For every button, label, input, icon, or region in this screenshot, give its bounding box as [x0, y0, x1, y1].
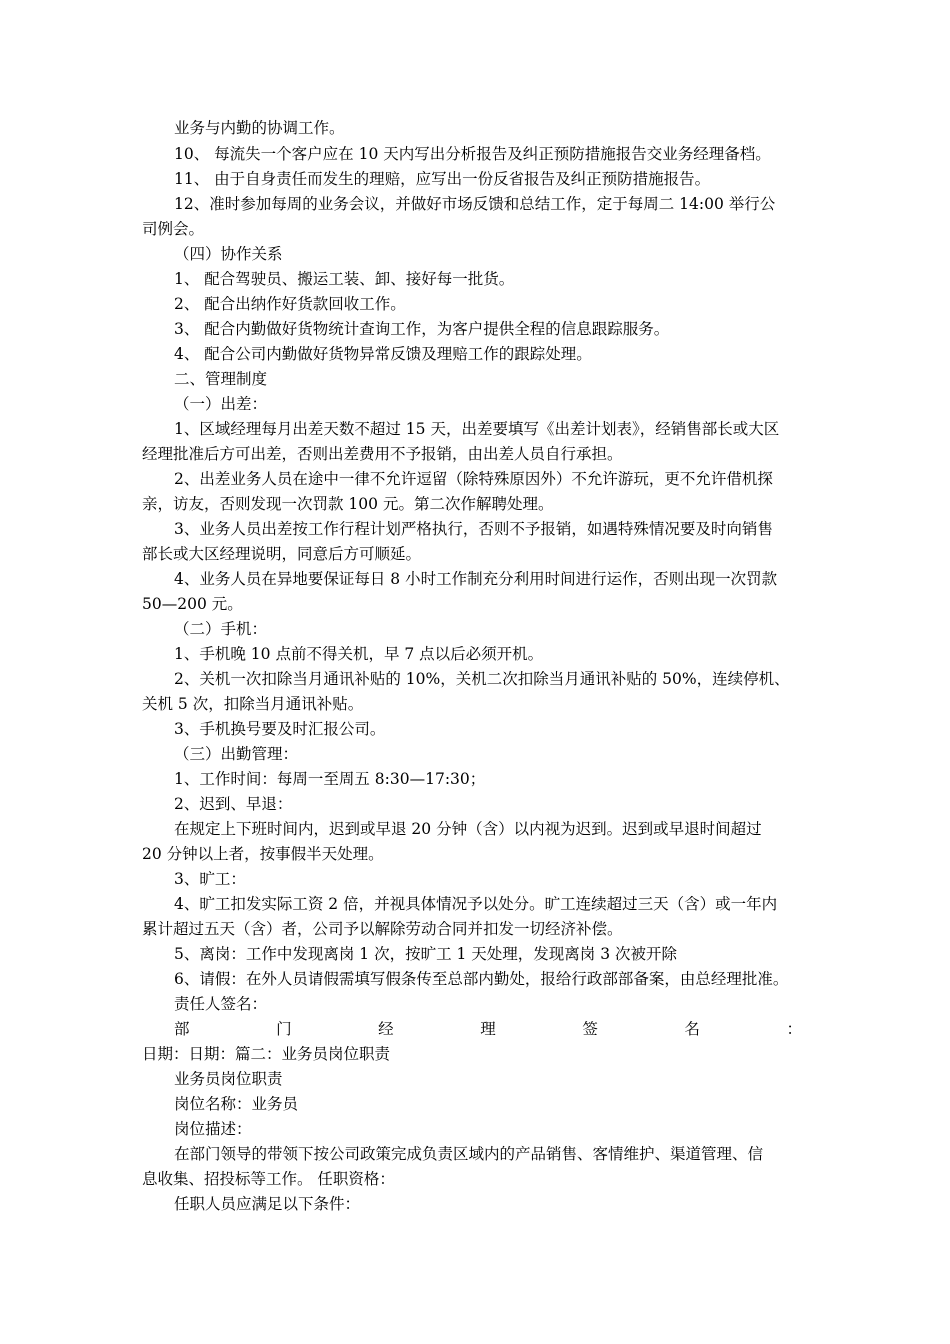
- text-line: 关机 5 次，扣除当月通讯补贴。: [142, 695, 364, 713]
- signature-char: 经: [378, 1020, 394, 1038]
- signature-char: ：: [786, 1020, 802, 1038]
- text-line: 1、 配合驾驶员、搬运工装、卸、接好每一批货。: [174, 270, 515, 288]
- text-line: 日期：日期：篇二：业务员岗位职责: [142, 1045, 391, 1063]
- text-line: 5、离岗：工作中发现离岗 1 次，按旷工 1 天处理，发现离岗 3 次被开除: [174, 945, 678, 963]
- text-line: 经理批准后方可出差，否则出差费用不予报销，由出差人员自行承担。: [142, 445, 623, 463]
- text-line: 息收集、招投标等工作。 任职资格：: [142, 1170, 395, 1188]
- text-line: 部长或大区经理说明，同意后方可顺延。: [142, 545, 422, 563]
- text-line: 任职人员应满足以下条件：: [174, 1195, 361, 1213]
- text-line: 2、关机一次扣除当月通讯补贴的 10%，关机二次扣除当月通讯补贴的 50%，连续停机、: [174, 670, 790, 688]
- text-line: 岗位描述：: [174, 1120, 252, 1138]
- text-line: 10、 每流失一个客户应在 10 天内写出分析报告及纠正预防措施报告交业务经理备档。: [174, 145, 771, 163]
- text-line: 3、手机换号要及时汇报公司。: [174, 720, 386, 738]
- text-line: 50—200 元。: [142, 595, 243, 613]
- text-line: 4、业务人员在异地要保证每日 8 小时工作制充分利用时间进行运作，否则出现一次罚款: [174, 570, 778, 588]
- text-line: 1、工作时间：每周一至周五 8:30—17:30；: [174, 770, 486, 788]
- text-line: 2、出差业务人员在途中一律不允许逗留（除特殊原因外）不允许游玩，更不允许借机探: [174, 470, 773, 488]
- text-line: 2、 配合出纳作好货款回收工作。: [174, 295, 406, 313]
- signature-char: 门: [276, 1020, 292, 1038]
- text-line: 11、 由于自身责任而发生的理赔，应写出一份反省报告及纠正预防措施报告。: [174, 170, 711, 188]
- text-line: 20 分钟以上者，按事假半天处理。: [142, 845, 384, 863]
- text-line: 亲，访友，否则发现一次罚款 100 元。第二次作解聘处理。: [142, 495, 554, 513]
- section-heading: （三）出勤管理：: [174, 745, 299, 763]
- section-heading: （二）手机：: [174, 620, 268, 638]
- signature-char: 理: [480, 1020, 496, 1038]
- text-line: 3、旷工：: [174, 870, 246, 888]
- text-line: 4、旷工扣发实际工资 2 倍，并视具体情况予以处分。旷工连续超过三天（含）或一年内: [174, 895, 778, 913]
- text-line: 1、区域经理每月出差天数不超过 15 天，出差要填写《出差计划表》，经销售部长或大区: [174, 420, 780, 438]
- signature-label: 责任人签名：: [174, 995, 268, 1013]
- text-line: 1、手机晚 10 点前不得关机，早 7 点以后必须开机。: [174, 645, 544, 663]
- signature-char: 签: [582, 1020, 598, 1038]
- signature-char: 部: [174, 1020, 190, 1038]
- text-line: 岗位名称：业务员: [174, 1095, 299, 1113]
- text-line: 6、请假：在外人员请假需填写假条传至总部内勤处，报给行政部部备案，由总经理批准。: [174, 970, 789, 988]
- signature-line: [174, 1016, 802, 1042]
- section-heading: （一）出差：: [174, 395, 268, 413]
- text-line: 司例会。: [142, 220, 205, 238]
- section-heading: （四）协作关系: [174, 245, 283, 263]
- text-line: 在规定上下班时间内，迟到或早退 20 分钟（含）以内视为迟到。迟到或早退时间超过: [174, 820, 762, 838]
- text-line: 2、迟到、早退：: [174, 795, 293, 813]
- text-line: 12、准时参加每周的业务会议，并做好市场反馈和总结工作，定于每周二 14:00 举行公: [174, 195, 776, 213]
- section-heading: 二、管理制度: [174, 370, 268, 388]
- text-line: 4、 配合公司内勤做好货物异常反馈及理赔工作的跟踪处理。: [174, 345, 592, 363]
- text-line: 业务与内勤的协调工作。: [174, 119, 345, 137]
- text-line: 3、业务人员出差按工作行程计划严格执行，否则不予报销，如遇特殊情况要及时向销售: [174, 520, 773, 538]
- section-heading: 业务员岗位职责: [174, 1070, 283, 1088]
- text-line: 累计超过五天（含）者，公司予以解除劳动合同并扣发一切经济补偿。: [142, 920, 623, 938]
- text-line: 在部门领导的带领下按公司政策完成负责区域内的产品销售、客情维护、渠道管理、信: [174, 1145, 764, 1163]
- signature-char: 名: [684, 1020, 700, 1038]
- text-line: 3、 配合内勤做好货物统计查询工作，为客户提供全程的信息跟踪服务。: [174, 320, 670, 338]
